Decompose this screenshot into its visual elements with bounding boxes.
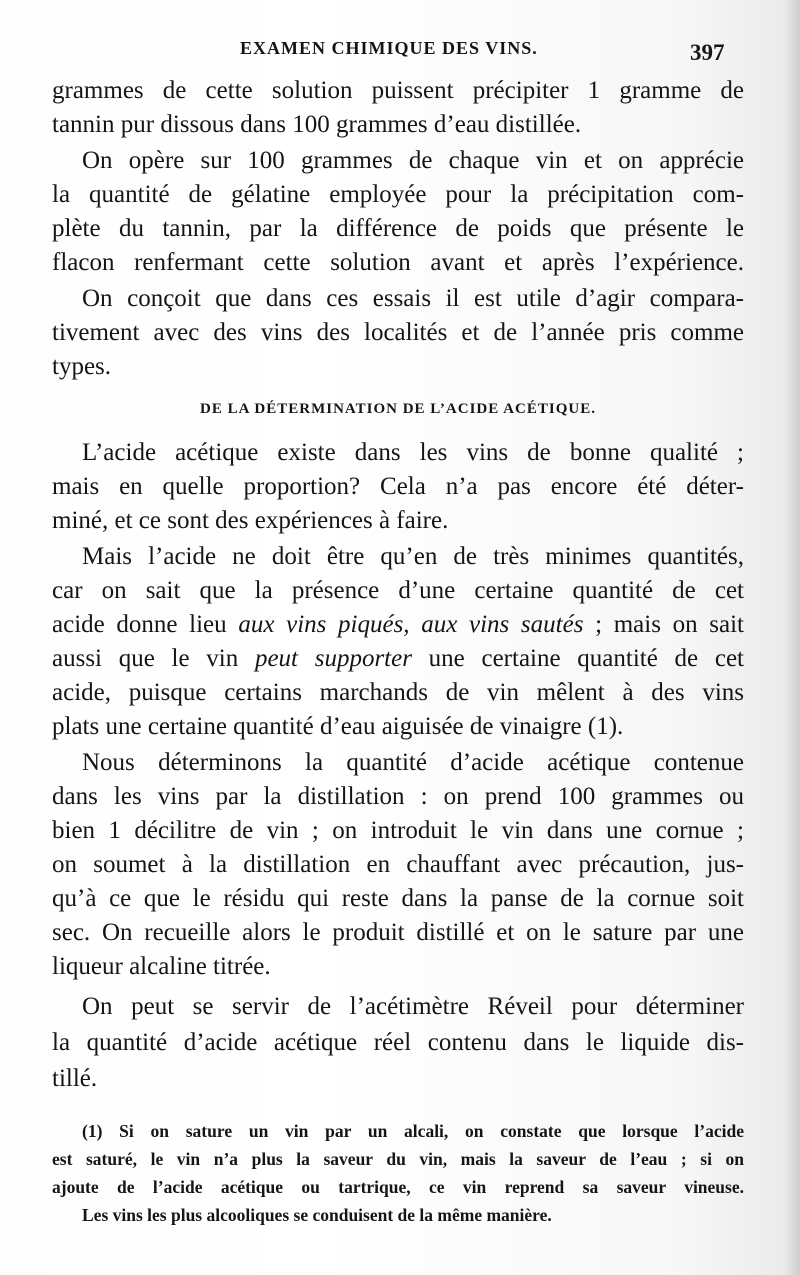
paragraph-line: dans les vins par la distillation : on prend 100 grammes ou (52, 783, 744, 810)
footnote-line: est saturé, le vin n’a plus la saveur du vin, mais la saveur de l’eau ; si on (52, 1149, 744, 1169)
paragraph-line: L’acide acétique existe dans les vins de bonne qualité ; (82, 439, 744, 466)
paragraph-line: qu’à ce que le résidu qui reste dans la panse de la cornue soit (52, 885, 744, 912)
paragraph-line: miné, et ce sont des expériences à faire. (52, 507, 449, 534)
text-run: aussi que le vin (52, 645, 255, 672)
text-run: ; mais on sait (583, 611, 744, 638)
paragraph-line: On peut se servir de l’acétimètre Réveil pour déterminer (82, 993, 744, 1020)
paragraph-line: bien 1 décilitre de vin ; on introduit le vin dans une cornue ; (52, 817, 744, 844)
paragraph-line: car on sait que la présence d’une certaine quantité de cet (52, 577, 744, 604)
paragraph-line: On conçoit que dans ces essais il est utile d’agir compara- (82, 285, 744, 312)
paragraph-line: Mais l’acide ne doit être qu’en de très minimes quantités, (82, 543, 744, 570)
paragraph-line-mixed (52, 608, 744, 642)
paragraph-line: la quantité d’acide acétique réel contenu dans le liquide dis- (52, 1029, 744, 1056)
running-title: EXAMEN CHIMIQUE DES VINS. (240, 38, 538, 58)
paragraph-line: acide, puisque certains marchands de vin mêlent à des vins (52, 679, 744, 706)
text-run: une certaine quantité de cet (411, 645, 744, 672)
page-edge-shadow (784, 0, 800, 1275)
paragraph-line: liqueur alcaline titrée. (52, 953, 271, 980)
paragraph-line: la quantité de gélatine employée pour la précipitation com- (52, 181, 744, 208)
paragraph-line: On opère sur 100 grammes de chaque vin et on apprécie (82, 147, 744, 174)
paragraph-line: plats une certaine quantité d’eau aiguisée de vinaigre (1). (52, 713, 624, 740)
italic-text-run: peut supporter (254, 645, 412, 672)
footnote-line: ajoute de l’acide acétique ou tartrique, ce vin reprend sa saveur vineuse. (52, 1177, 744, 1197)
paragraph-line: flacon renfermant cette solution avant et après l’expérience. (52, 249, 744, 276)
paragraph-line: tivement avec des vins des localités et de l’année pris comme (52, 319, 744, 346)
paragraph-line: sec. On recueille alors le produit distillé et on le sature par une (52, 919, 744, 946)
paragraph-line: grammes de cette solution puissent précipiter 1 gramme de (52, 77, 744, 104)
page-number: 397 (690, 40, 725, 65)
paragraph-line: tannin pur dissous dans 100 grammes d’eau distillée. (52, 111, 582, 138)
text-run: acide donne lieu (52, 611, 239, 638)
paragraph-line: mais en quelle proportion? Cela n’a pas encore été déter- (52, 473, 744, 500)
paragraph-line: tillé. (52, 1065, 98, 1092)
paragraph-line: plète du tannin, par la différence de poids que présente le (52, 215, 744, 242)
italic-text-run: aux vins piqués, aux vins sautés (238, 611, 584, 638)
paragraph-line: on soumet à la distillation en chauffant avec précaution, jus- (52, 851, 744, 878)
paragraph-line-mixed (52, 642, 744, 676)
paragraph-line: types. (52, 353, 112, 380)
page-header (0, 30, 800, 70)
section-heading: DE LA DÉTERMINATION DE L’ACIDE ACÉTIQUE. (200, 401, 596, 417)
paragraph-line: Nous déterminons la quantité d’acide acétique contenue (82, 749, 744, 776)
footnote-line: (1) Si on sature un vin par un alcali, on constate que lorsque l’acide (82, 1121, 744, 1141)
footnote-line: Les vins les plus alcooliques se conduisent de la même manière. (82, 1205, 552, 1225)
